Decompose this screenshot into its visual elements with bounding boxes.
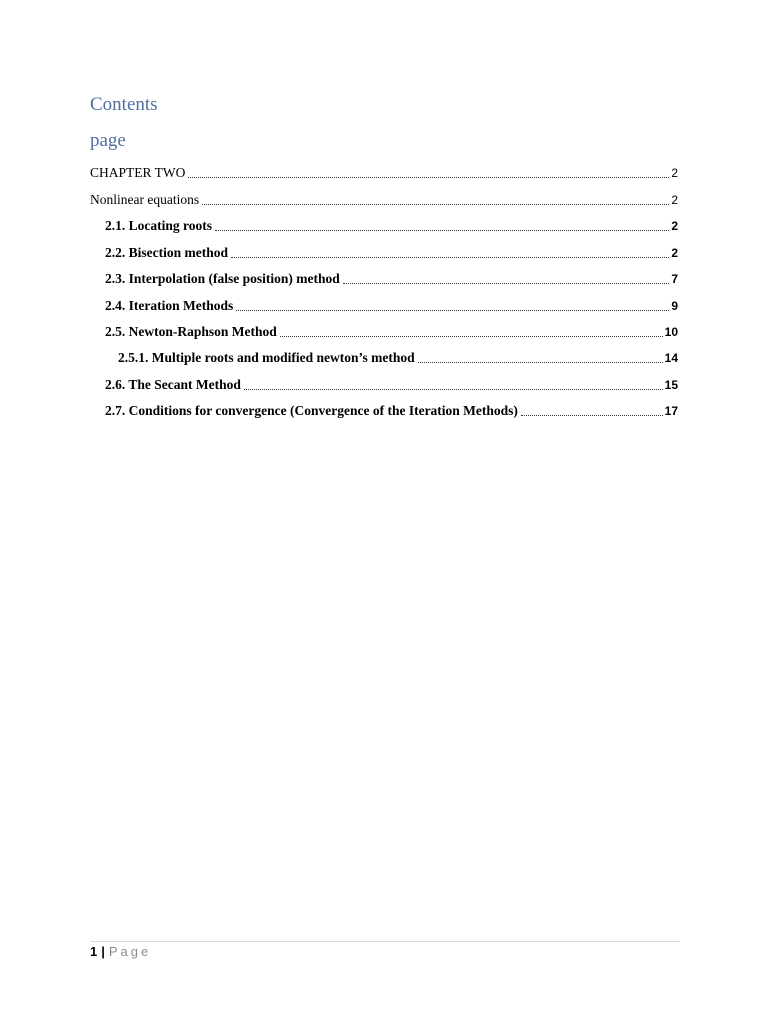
toc-entry-2-1[interactable] bbox=[105, 218, 678, 234]
toc-entry-page: 2 bbox=[671, 193, 678, 207]
footer-page-number: 1 bbox=[90, 944, 98, 959]
dot-leader bbox=[280, 335, 663, 337]
toc-entry-2-5-1[interactable] bbox=[118, 350, 678, 366]
toc-entry-title: 2.7. Conditions for convergence (Convergence of the Iteration Methods) bbox=[105, 403, 518, 418]
toc-entry-title: 2.5.1. Multiple roots and modified newton’s method bbox=[118, 350, 415, 365]
toc-entry-page: 2 bbox=[671, 166, 678, 180]
toc-entry-title: CHAPTER TWO bbox=[90, 165, 186, 180]
toc-entry-page: 2 bbox=[671, 219, 678, 233]
toc-entry-title: 2.5. Newton-Raphson Method bbox=[105, 324, 277, 339]
toc-entry-chapter-two[interactable] bbox=[90, 165, 678, 181]
toc-entry-page: 7 bbox=[671, 272, 678, 286]
contents-heading: Contents bbox=[90, 94, 158, 115]
toc-entry-nonlinear-equations[interactable] bbox=[90, 192, 678, 208]
toc-entry-2-4[interactable] bbox=[105, 298, 678, 314]
toc-entry-2-2[interactable] bbox=[105, 245, 678, 261]
dot-leader bbox=[231, 256, 669, 258]
toc-entry-page: 10 bbox=[664, 325, 678, 339]
dot-leader bbox=[343, 282, 670, 284]
footer-divider bbox=[90, 941, 680, 942]
toc-entry-title: 2.1. Locating roots bbox=[105, 218, 212, 233]
page-footer bbox=[90, 944, 151, 959]
toc-entry-page: 9 bbox=[671, 299, 678, 313]
footer-page-label: Page bbox=[108, 944, 152, 959]
toc-entry-title: Nonlinear equations bbox=[90, 192, 200, 207]
dot-leader bbox=[188, 176, 669, 178]
dot-leader bbox=[202, 203, 669, 205]
toc-entry-page: 14 bbox=[664, 351, 678, 365]
toc-entry-page: 2 bbox=[671, 246, 678, 260]
toc-entry-title: 2.3. Interpolation (false position) method bbox=[105, 271, 340, 286]
toc-entry-2-6[interactable] bbox=[105, 377, 678, 393]
toc-entry-2-5[interactable] bbox=[105, 324, 678, 340]
page-subheading: page bbox=[90, 130, 126, 151]
toc-entry-2-7[interactable] bbox=[105, 403, 678, 419]
dot-leader bbox=[215, 229, 669, 231]
toc-entry-title: 2.4. Iteration Methods bbox=[105, 298, 234, 313]
toc-entry-title: 2.6. The Secant Method bbox=[105, 377, 241, 392]
dot-leader bbox=[418, 361, 663, 363]
toc-entry-2-3[interactable] bbox=[105, 271, 678, 287]
footer-separator: | bbox=[101, 944, 105, 959]
dot-leader bbox=[521, 414, 663, 416]
toc-entry-page: 15 bbox=[664, 378, 678, 392]
dot-leader bbox=[244, 388, 663, 390]
dot-leader bbox=[236, 309, 669, 311]
toc-entry-title: 2.2. Bisection method bbox=[105, 245, 228, 260]
toc-entry-page: 17 bbox=[664, 404, 678, 418]
